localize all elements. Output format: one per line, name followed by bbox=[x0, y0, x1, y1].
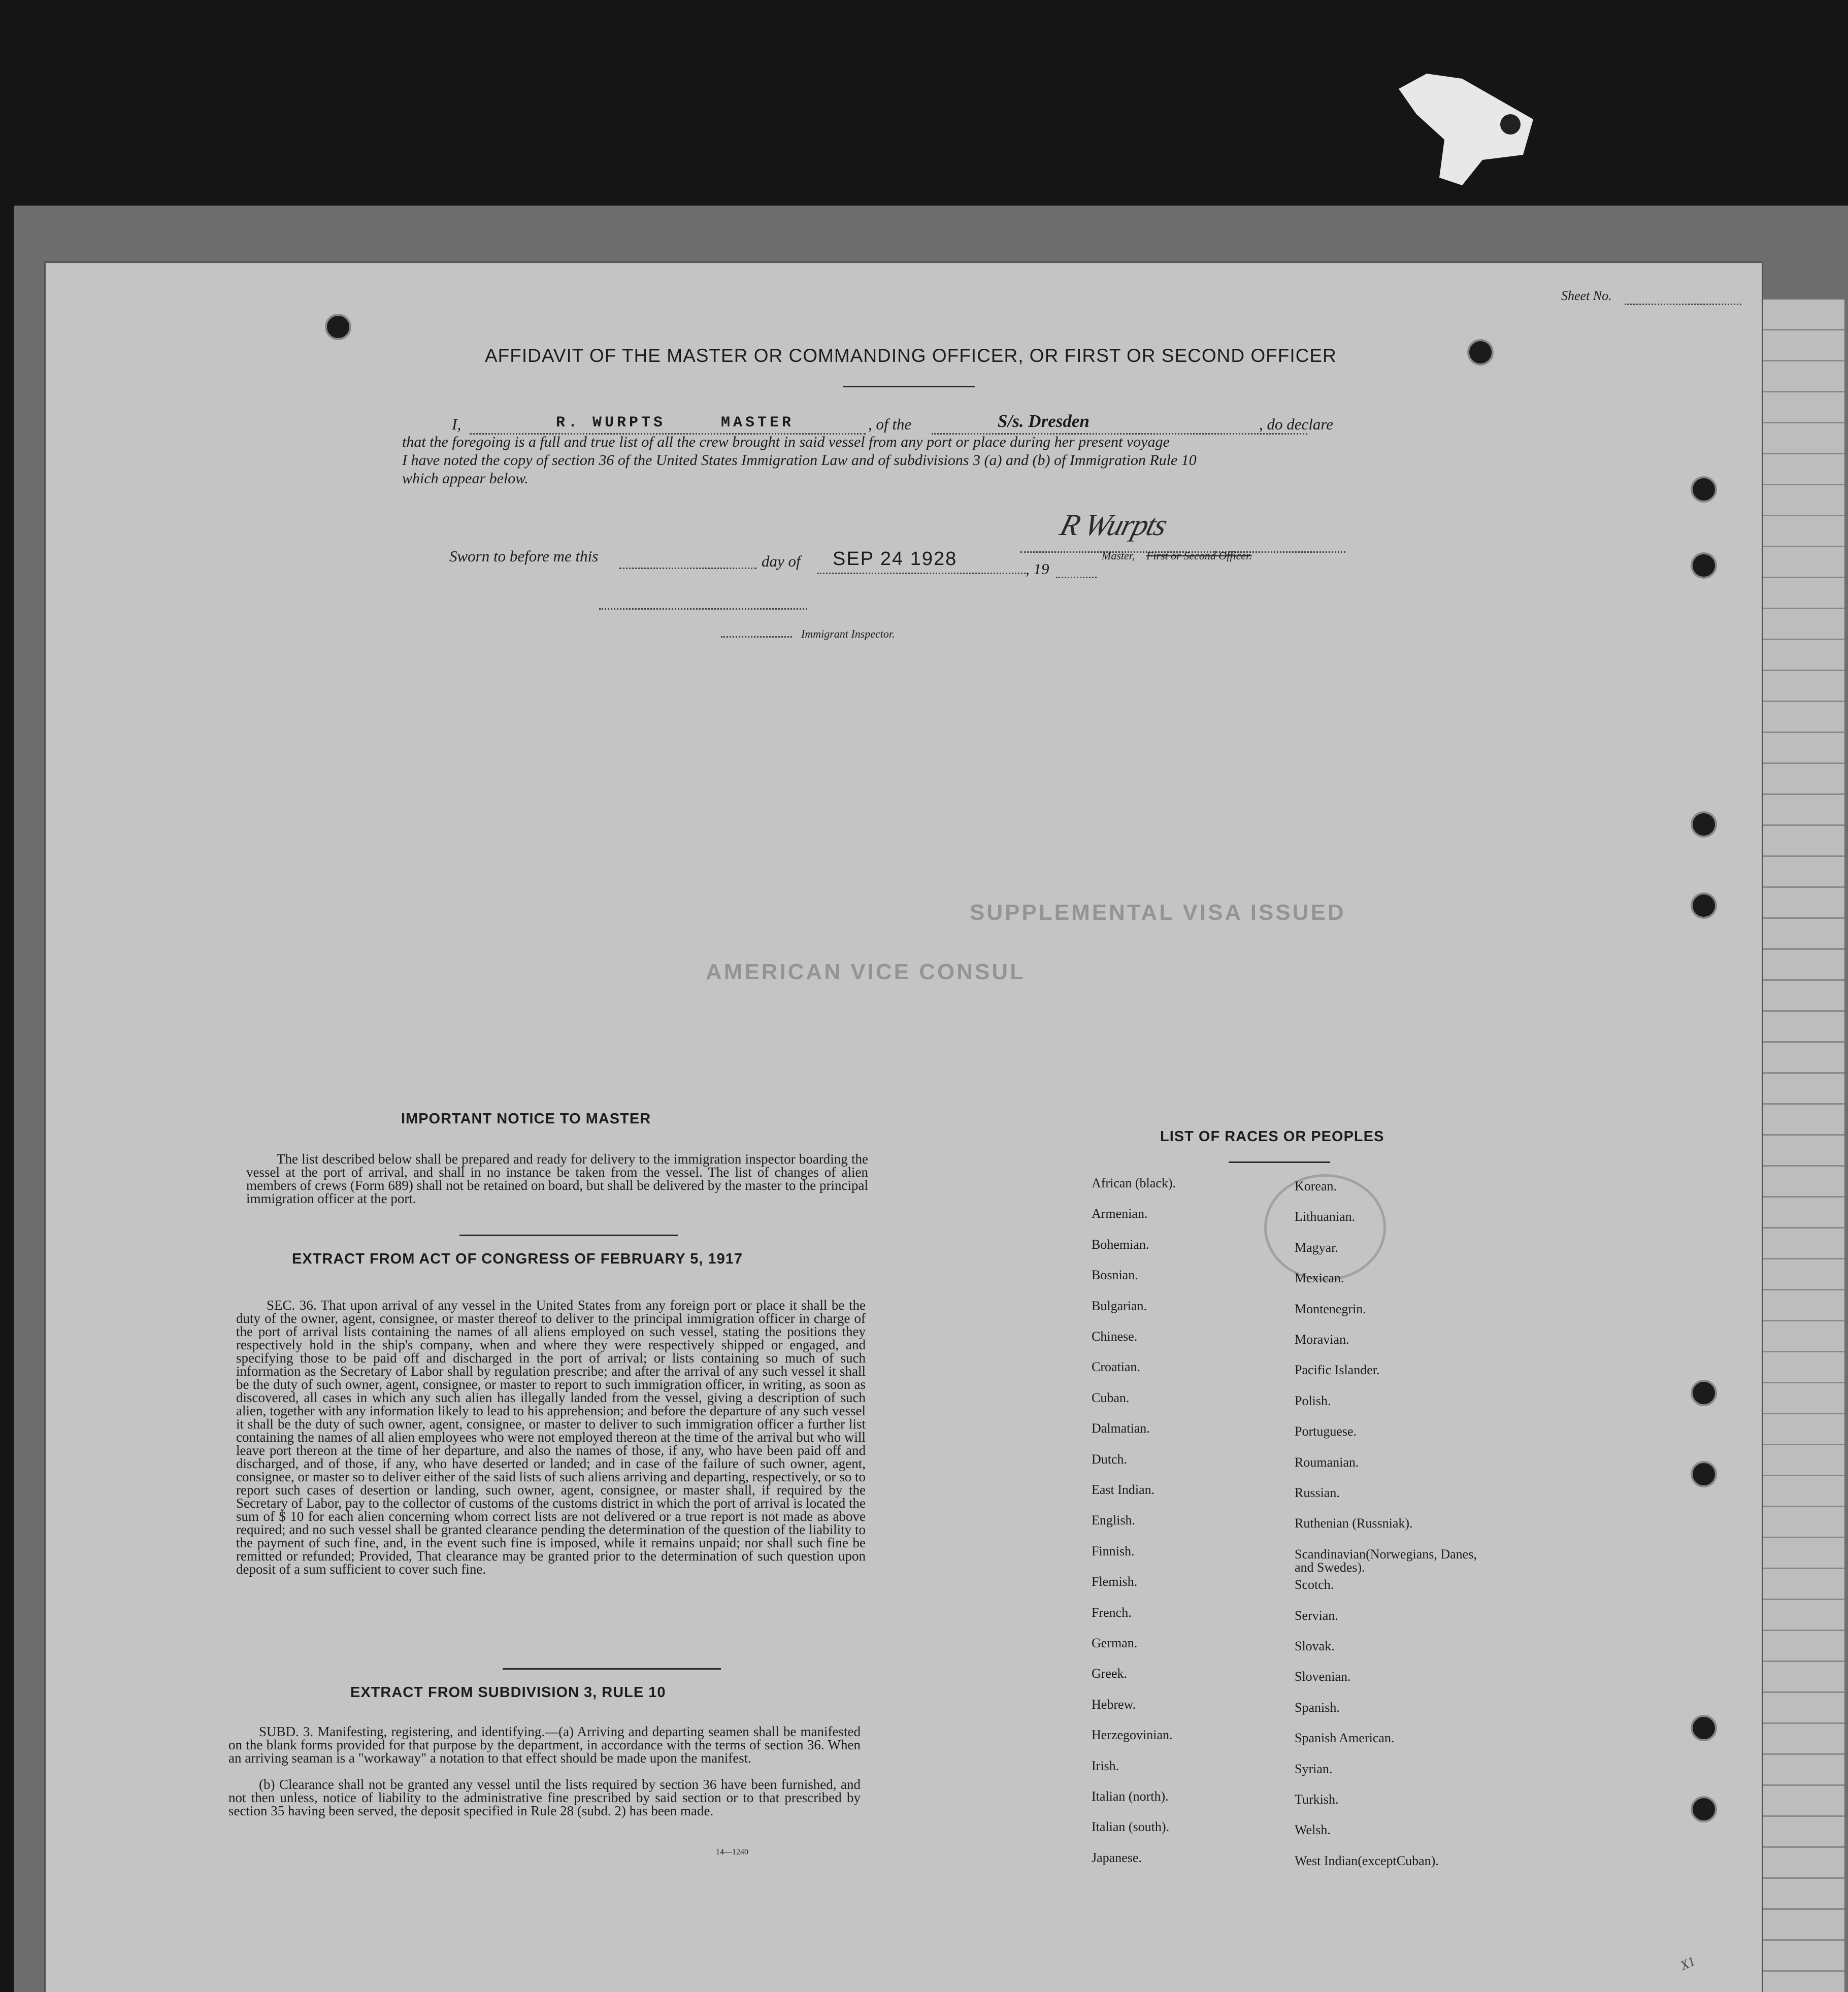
race-entry: German. bbox=[1092, 1636, 1138, 1650]
declaration-line-2: that the foregoing is a full and true list of all the crew brought in said vessel from any port or place during her present voyage bbox=[402, 434, 1170, 450]
punch-hole bbox=[1691, 892, 1717, 919]
race-entry: Turkish. bbox=[1295, 1792, 1339, 1807]
declaration-line-4: which appear below. bbox=[402, 470, 529, 487]
extract-rule-text-a: SUBD. 3. Manifesting, registering, and identifying.—(a) Arriving and departing seamen shall be manifested on the blank forms provided for that purpose by the department, in accordance with the terms of section 36. When an arriving seaman is a "workaway" a notation to that effect should be made upon the manifest. bbox=[228, 1724, 861, 1766]
notice-rule bbox=[459, 1235, 678, 1236]
race-entry: Spanish. bbox=[1295, 1700, 1340, 1715]
race-entry: Magyar. bbox=[1295, 1240, 1338, 1255]
race-entry: Spanish American. bbox=[1295, 1731, 1395, 1746]
extract-rule-text-b: (b) Clearance shall not be granted any vessel until the lists required by section 36 have been furnished, and not then unless, notice of liability to the administrative fine prescribed by said section or to that prescribed by section 35 having been served, the deposit specified in Rule 28 (subd. 2) has been made. bbox=[228, 1777, 861, 1818]
declaration-line-3: I have noted the copy of section 36 of the United States Immigration Law and of subdivisions 3 (a) and (b) of Immigration Rule 10 bbox=[402, 452, 1197, 469]
race-entry: Welsh. bbox=[1295, 1822, 1331, 1838]
sheet-number-label: Sheet No. bbox=[1561, 288, 1612, 303]
paper-tape-fragment bbox=[1396, 69, 1538, 185]
race-entry: Italian (north). bbox=[1092, 1789, 1169, 1804]
date-stamp: SEP 24 1928 bbox=[833, 548, 958, 570]
sworn-label: Sworn to before me this bbox=[449, 547, 599, 565]
struck-officer-label: First or Second Officer. bbox=[1146, 549, 1252, 562]
race-entry: Lithuanian. bbox=[1295, 1209, 1356, 1224]
master-signature: R Wurpts bbox=[1057, 508, 1170, 542]
punch-hole bbox=[1691, 1715, 1717, 1741]
race-entry: Japanese. bbox=[1092, 1850, 1142, 1865]
race-entry: Hebrew. bbox=[1092, 1697, 1136, 1712]
race-entry: Portuguese. bbox=[1295, 1424, 1357, 1439]
race-entry: Croatian. bbox=[1092, 1359, 1141, 1375]
race-entry: Ruthenian (Russniak). bbox=[1295, 1516, 1413, 1531]
inspector-line-1 bbox=[599, 608, 807, 610]
race-entry: French. bbox=[1092, 1605, 1132, 1620]
races-heading: LIST OF RACES OR PEOPLES bbox=[1160, 1128, 1384, 1145]
race-entry: Cuban. bbox=[1092, 1390, 1130, 1405]
punch-hole bbox=[1691, 811, 1717, 838]
race-entry: Polish. bbox=[1295, 1393, 1331, 1408]
race-entry: East Indian. bbox=[1092, 1482, 1155, 1497]
extract-rule-heading: EXTRACT FROM SUBDIVISION 3, RULE 10 bbox=[350, 1684, 666, 1701]
race-entry: Pacific Islander. bbox=[1295, 1363, 1380, 1378]
year-prefix: , 19 bbox=[1026, 560, 1049, 578]
race-entry: West Indian(exceptCuban). bbox=[1295, 1853, 1439, 1868]
affidavit-title: AFFIDAVIT OF THE MASTER OR COMMANDING OFFICER, OR FIRST OR SECOND OFFICER bbox=[485, 345, 1337, 366]
races-rule bbox=[1229, 1161, 1330, 1163]
sworn-month-line bbox=[817, 573, 1026, 574]
master-name: R. WURPTS bbox=[556, 414, 666, 431]
punch-hole bbox=[1691, 1380, 1717, 1406]
sworn-day-line bbox=[619, 568, 756, 569]
master-rank: MASTER bbox=[721, 414, 795, 431]
race-entry: Italian (south). bbox=[1092, 1819, 1170, 1835]
of-the-label: , of the bbox=[868, 415, 912, 433]
race-entry: Russian. bbox=[1295, 1485, 1340, 1500]
race-entry: Roumanian. bbox=[1295, 1454, 1359, 1470]
punch-hole bbox=[325, 314, 351, 340]
race-entry: Bulgarian. bbox=[1092, 1298, 1147, 1313]
race-entry: Servian. bbox=[1295, 1608, 1338, 1623]
race-entry: Slovak. bbox=[1295, 1639, 1335, 1653]
race-entry: Korean. bbox=[1295, 1179, 1337, 1193]
race-entry: Mexican. bbox=[1295, 1271, 1344, 1286]
year-line bbox=[1056, 577, 1097, 578]
race-entry: Greek. bbox=[1092, 1666, 1128, 1681]
immigrant-inspector-label: Immigrant Inspector. bbox=[801, 627, 895, 640]
faint-consul-stamp: AMERICAN VICE CONSUL bbox=[706, 959, 1026, 984]
master-label: Master, bbox=[1102, 549, 1135, 562]
race-entry: Moravian. bbox=[1295, 1332, 1349, 1347]
important-notice-text: The list described below shall be prepared and ready for delivery to the immigration inspector boarding the vessel at the port of arrival, and shall in no instance be taken from the vessel. The list of changes of alien members of crews (Form 689) shall not be retained on board, but shall be delivered by the master to the principal immigration officer at the port. bbox=[246, 1151, 868, 1206]
race-entry: Flemish. bbox=[1092, 1574, 1138, 1589]
race-entry: English. bbox=[1092, 1513, 1135, 1528]
punch-hole bbox=[1691, 476, 1717, 503]
race-entry: Syrian. bbox=[1295, 1761, 1333, 1776]
do-declare-label: , do declare bbox=[1259, 415, 1334, 433]
form-code: 14—1240 bbox=[716, 1848, 748, 1856]
race-entry: Armenian. bbox=[1092, 1206, 1148, 1221]
race-entry: Herzegovinian. bbox=[1092, 1728, 1173, 1743]
day-of-label: day of bbox=[762, 552, 801, 570]
title-rule bbox=[843, 386, 975, 387]
vessel-name: S/s. Dresden bbox=[998, 411, 1090, 431]
race-entry: Slovenian. bbox=[1295, 1669, 1351, 1684]
extract-rule bbox=[503, 1668, 721, 1670]
race-entry: Montenegrin. bbox=[1295, 1301, 1366, 1316]
important-notice-heading: IMPORTANT NOTICE TO MASTER bbox=[401, 1111, 651, 1127]
pencil-annotation: X1 bbox=[1678, 1953, 1698, 1973]
declaration-i-label: I, bbox=[452, 415, 461, 433]
faint-visa-stamp: SUPPLEMENTAL VISA ISSUED bbox=[970, 900, 1346, 925]
punch-hole bbox=[1691, 1461, 1717, 1487]
extract-act-text: SEC. 36. That upon arrival of any vessel in the United States from any foreign port or place it shall be the duty of the owner, agent, consignee, or master thereof to deliver to the principal immigration officer in charge of the port of arrival lists containing the names of all aliens employed on such vessel, stating the positions they respectively hold in the ship's company, when and where they were respectively shipped or engaged, and specifying those to be paid off and discharged in the port of arrival; or lists containing so much of such information as the Secretary of Labor shall by regulation prescribe; and after the arrival of any such vessel it shall be the duty of such owner, agent, consignee, or master to report to such immigration officer, in writing, as soon as discovered, all cases in which any such alien has illegally landed from the vessel, giving a description of such alien, together with any information likely to lead to his apprehension; and before the departure of any such vessel it shall be the duty of such owner, agent, consignee, or master to deliver to such immigration officer a further list containing the names of all alien employees who were not employed thereon at the time of the arrival but who will leave port thereon at the time of her departure, and also the names of those, if any, who have been paid off and discharged, and of those, if any, who have deserted or landed; and in case of the failure of such owner, agent, consignee, or master so to deliver either of the said lists of such aliens arriving and departing, respectively, or so to report such cases of desertion or landing, such owner, agent, consignee, or master shall, if required by the Secretary of Labor, pay to the collector of customs of the customs district in which the port of arrival is located the sum of $ 10 for each alien concerning whom correct lists are not delivered or a true report is not made as above required; and no such vessel shall be granted clearance pending the determination of the question of the liability to the payment of such fine, and, in the event such fine is imposed, while it remains unpaid; nor shall such fine be remitted or refunded; Provided, That clearance may be granted prior to the determination of such question upon deposit of a sum sufficient to cover such fine. bbox=[236, 1298, 866, 1577]
punch-hole bbox=[1691, 552, 1717, 579]
inspector-line-2 bbox=[721, 636, 792, 638]
race-entry: Irish. bbox=[1092, 1758, 1119, 1773]
punch-hole bbox=[1467, 339, 1494, 366]
race-entry: Bosnian. bbox=[1092, 1268, 1138, 1283]
race-entry: Chinese. bbox=[1092, 1329, 1138, 1344]
race-entry: Scandinavian(Norwegians, Danes, and Swedes). bbox=[1295, 1546, 1477, 1575]
race-entry: Finnish. bbox=[1092, 1543, 1135, 1558]
extract-act-heading: EXTRACT FROM ACT OF CONGRESS OF FEBRUARY 5, 1917 bbox=[292, 1251, 743, 1267]
affidavit-document bbox=[46, 263, 1762, 1992]
race-entry: Scotch. bbox=[1295, 1577, 1334, 1592]
sheet-number-line bbox=[1625, 304, 1741, 305]
race-entry: Dutch. bbox=[1092, 1451, 1128, 1467]
race-entry: African (black). bbox=[1092, 1176, 1176, 1190]
race-entry: Bohemian. bbox=[1092, 1237, 1149, 1252]
punch-hole bbox=[1691, 1796, 1717, 1822]
race-entry: Dalmatian. bbox=[1092, 1421, 1150, 1436]
